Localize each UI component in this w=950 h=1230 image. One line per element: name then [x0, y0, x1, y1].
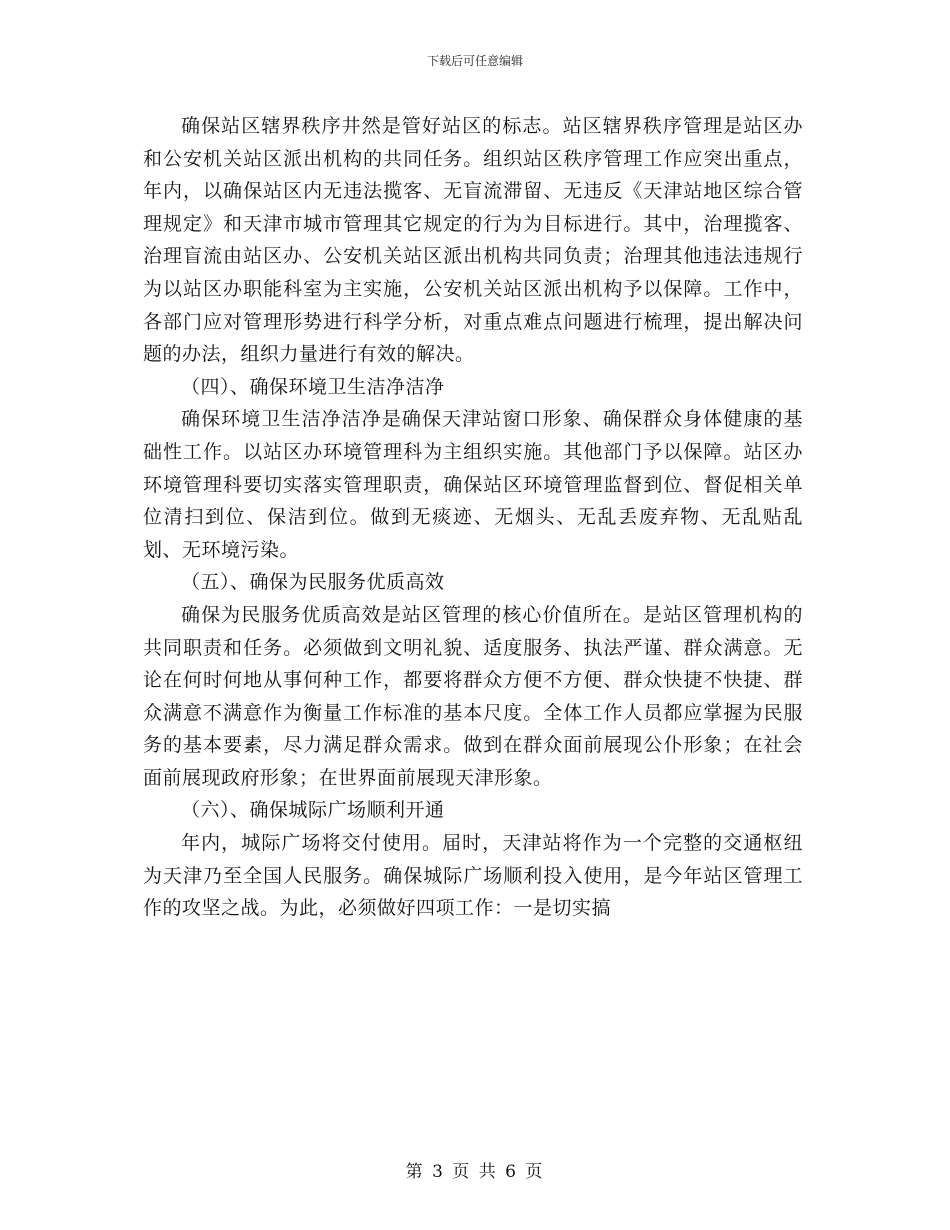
paragraph-order-management: 确保站区辖界秩序井然是管好站区的标志。站区辖界秩序管理是站区办和公安机关站区派出机构的共同任务。组织站区秩序管理工作应突出重点，年内，以确保站区内无违法揽客、无盲流滞留、无违反《天津站地区综合管理规定》和天津市城市管理其它规定的行为为目标进行。其中，治理揽客、治理盲流由站区办、公安机关站区派出机构共同负责；治理其他违法违规行为以站区办职能科室为主实施，公安机关站区派出机构予以保障。工作中，各部门应对管理形势进行科学分析，对重点难点问题进行梳理，提出解决问题的办法，组织力量进行有效的解决。 [143, 115, 803, 366]
paragraph-intercity-plaza: 年内，城际广场将交付使用。届时，天津站将作为一个完整的交通枢纽为天津乃至全国人民服务。确保城际广场顺利投入使用，是今年站区管理工作的攻坚之战。为此，必须做好四项工作：一是切实搞 [143, 832, 803, 920]
section-heading-6: （六）、确保城际广场顺利开通 [181, 799, 445, 822]
document-body [143, 110, 803, 925]
section-heading-5: （五）、确保为民服务优质高效 [181, 571, 445, 594]
page-header: 下载后可任意编辑 [426, 54, 523, 68]
paragraph-environment: 确保环境卫生洁净洁净是确保天津站窗口形象、确保群众身体健康的基础性工作。以站区办环境管理科为主组织实施。其他部门予以保障。站区办环境管理科要切实落实管理职责，确保站区环境管理监督到位、督促相关单位清扫到位、保洁到位。做到无痰迹、无烟头、无乱丢废弃物、无乱贴乱划、无环境污染。 [143, 408, 803, 561]
section-heading-4: （四）、确保环境卫生洁净洁净 [181, 375, 445, 398]
paragraph-service: 确保为民服务优质高效是站区管理的核心价值所在。是站区管理机构的共同职责和任务。必须做到文明礼貌、适度服务、执法严谨、群众满意。无论在何时何地从事何种工作，都要将群众方便不方便、群众快捷不快捷、群众满意不满意作为衡量工作标准的基本尺度。全体工作人员都应掌握为民服务的基本要素，尽力满足群众需求。做到在群众面前展现公仆形象；在社会面前展现政府形象；在世界面前展现天津形象。 [143, 603, 803, 789]
page-footer: 第 3 页 共 6 页 [405, 1162, 545, 1182]
